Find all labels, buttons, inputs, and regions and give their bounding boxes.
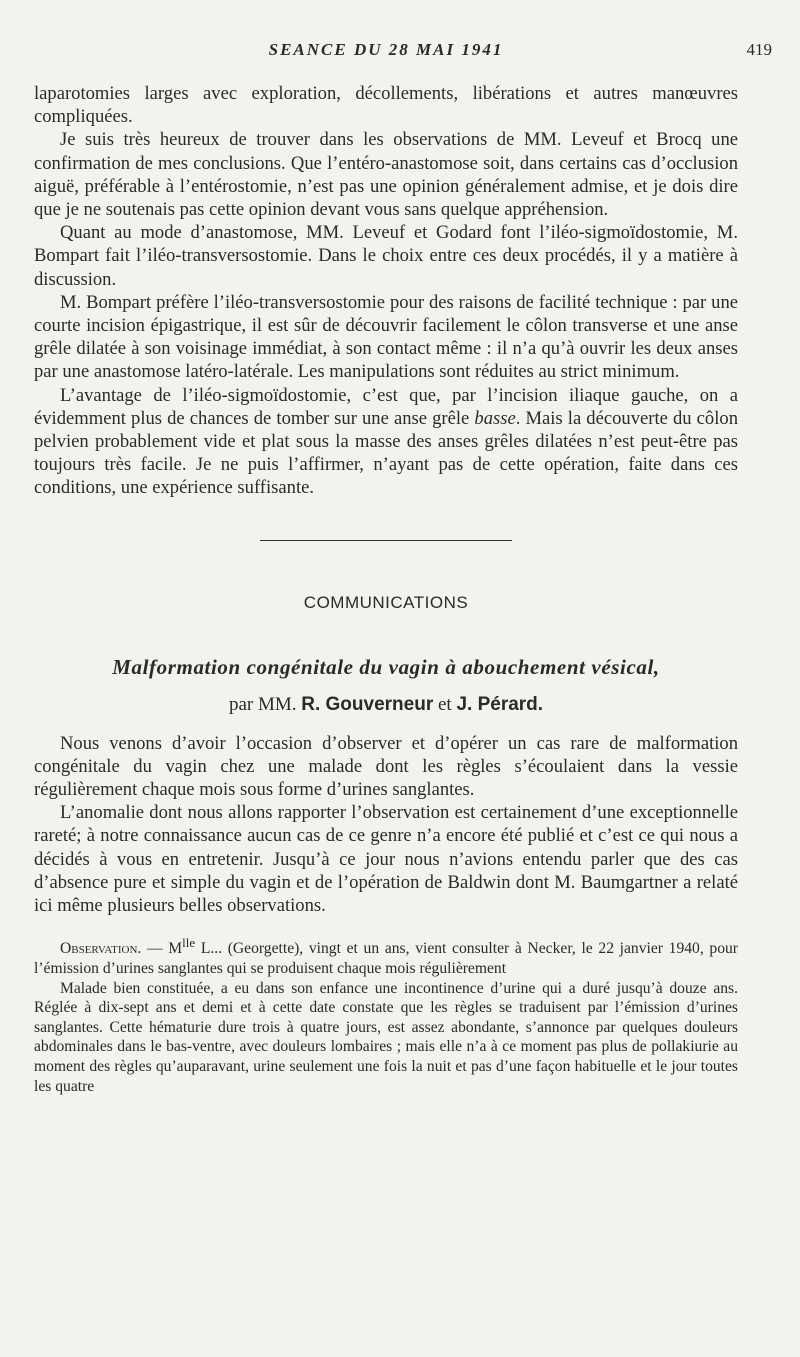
text-span: — M xyxy=(141,940,183,958)
observation-block xyxy=(34,933,738,1096)
author-name: R. Gouverneur xyxy=(301,693,434,715)
author-name: J. Pérard. xyxy=(456,693,544,715)
byline-prefix: par MM. xyxy=(228,693,302,715)
running-head xyxy=(34,40,772,66)
paragraph-continued: laparotomies larges avec exploration, décollements, libérations et autres manœuvres compliquées. xyxy=(34,83,738,128)
observation-label: Observation. xyxy=(60,940,142,958)
page-number: 419 xyxy=(746,40,772,59)
section-heading: COMMUNICATIONS xyxy=(303,592,469,612)
article-title: Malformation congénitale du vagin à abouchement vésical, xyxy=(112,654,660,679)
section-divider xyxy=(260,540,512,541)
page-body xyxy=(34,82,738,1096)
paragraph: Quant au mode d’anastomose, MM. Leveuf et Godard font l’iléo-sigmoïdostomie, M. Bompart fait l’iléo-transversostomie. Dans le choix entre ces deux procédés, il y a matière à discussion. xyxy=(34,222,738,290)
paragraph: Nous venons d’avoir l’occasion d’observer et d’opérer un cas rare de malformation congénitale du vagin chez une malade dont les règles s’écoulaient dans la vessie régulièrement chaque mois sous forme d’urines sanglantes. xyxy=(34,732,738,801)
paragraph: L’anomalie dont nous allons rapporter l’observation est certainement d’une exceptionnelle rareté; à notre connaissance aucun cas de ce genre n’a encore été publié et c’est ce qui nous a décidés à vous en entretenir. Jusqu’à ce jour nous n’avions entendu parler que des cas d’absence pure et simple du vagin et de l’opération de Baldwin dont M. Baumgartner a relaté ici même plusieurs belles observations. xyxy=(34,802,738,917)
paragraph: Je suis très heureux de trouver dans les observations de MM. Leveuf et Brocq une confirmation de mes conclusions. Que l’entéro-anastomose soit, dans certains cas d’occlusion aiguë, préférable à l’entérostomie, n’est pas une opinion généralement admise, et je dois dire que je ne soutenais pas cette opinion devant vous sans quelque appréhension. xyxy=(34,129,738,221)
byline xyxy=(34,694,738,716)
emphasis: basse xyxy=(474,407,516,429)
text-span: L’avantage de l’iléo-sigmoïdostomie, c’est que, par l’incision iliaque gauche, on a évidemment plus de chances de tomber sur une anse grêle xyxy=(34,384,738,429)
paragraph xyxy=(34,384,738,500)
running-title: SEANCE DU 28 MAI 1941 xyxy=(268,40,504,59)
paragraph: M. Bompart préfère l’iléo-transversostomie pour des raisons de facilité technique : par une courte incision épigastrique, il est sûr de découvrir facilement le côlon transverse et une anse grêle dilatée à son voisinage immédiat, à son contact même : il n’a qu’à ouvrir les deux anses par une anastomose latéro-latérale. Les manipulations sont réduites au strict minimum. xyxy=(34,291,738,383)
observation-paragraph xyxy=(34,933,738,978)
byline-conjunction: et xyxy=(433,693,457,715)
superscript: lle xyxy=(182,935,196,951)
text-span: . Mais la découverte du côlon pelvien probablement vide et plat sous la masse des anses grêles dilatées n’est peut-être pas toujours très facile. Je ne puis l’affirmer, n’ayant pas de cette opération, faite dans ces conditions, une expérience suffisante. xyxy=(34,407,738,499)
observation-paragraph: Malade bien constituée, a eu dans son enfance une incontinence d’urine qui a duré jusqu’à douze ans. Réglée à dix-sept ans et demi et à cette date constate que les règles se traduisent par l’émission d’urines sanglantes. Cette hématurie dure trois à quatre jours, est assez abondante, s’annonce par quelques douleurs abdominales dans le bas-ventre, avec douleurs lombaires ; mais elle n’a à ce moment pas plus de pollakiurie au moment des règles qu’auparavant, urine seulement une fois la nuit et pas d’une façon habituelle et le jour toutes les quatre xyxy=(34,979,738,1095)
text-span: L... (Georgette), vingt et un ans, vient consulter à Necker, le 22 janvier 1940, pour l’émission d’urines sanglantes qui se produisent chaque mois régulièrement xyxy=(34,940,738,978)
